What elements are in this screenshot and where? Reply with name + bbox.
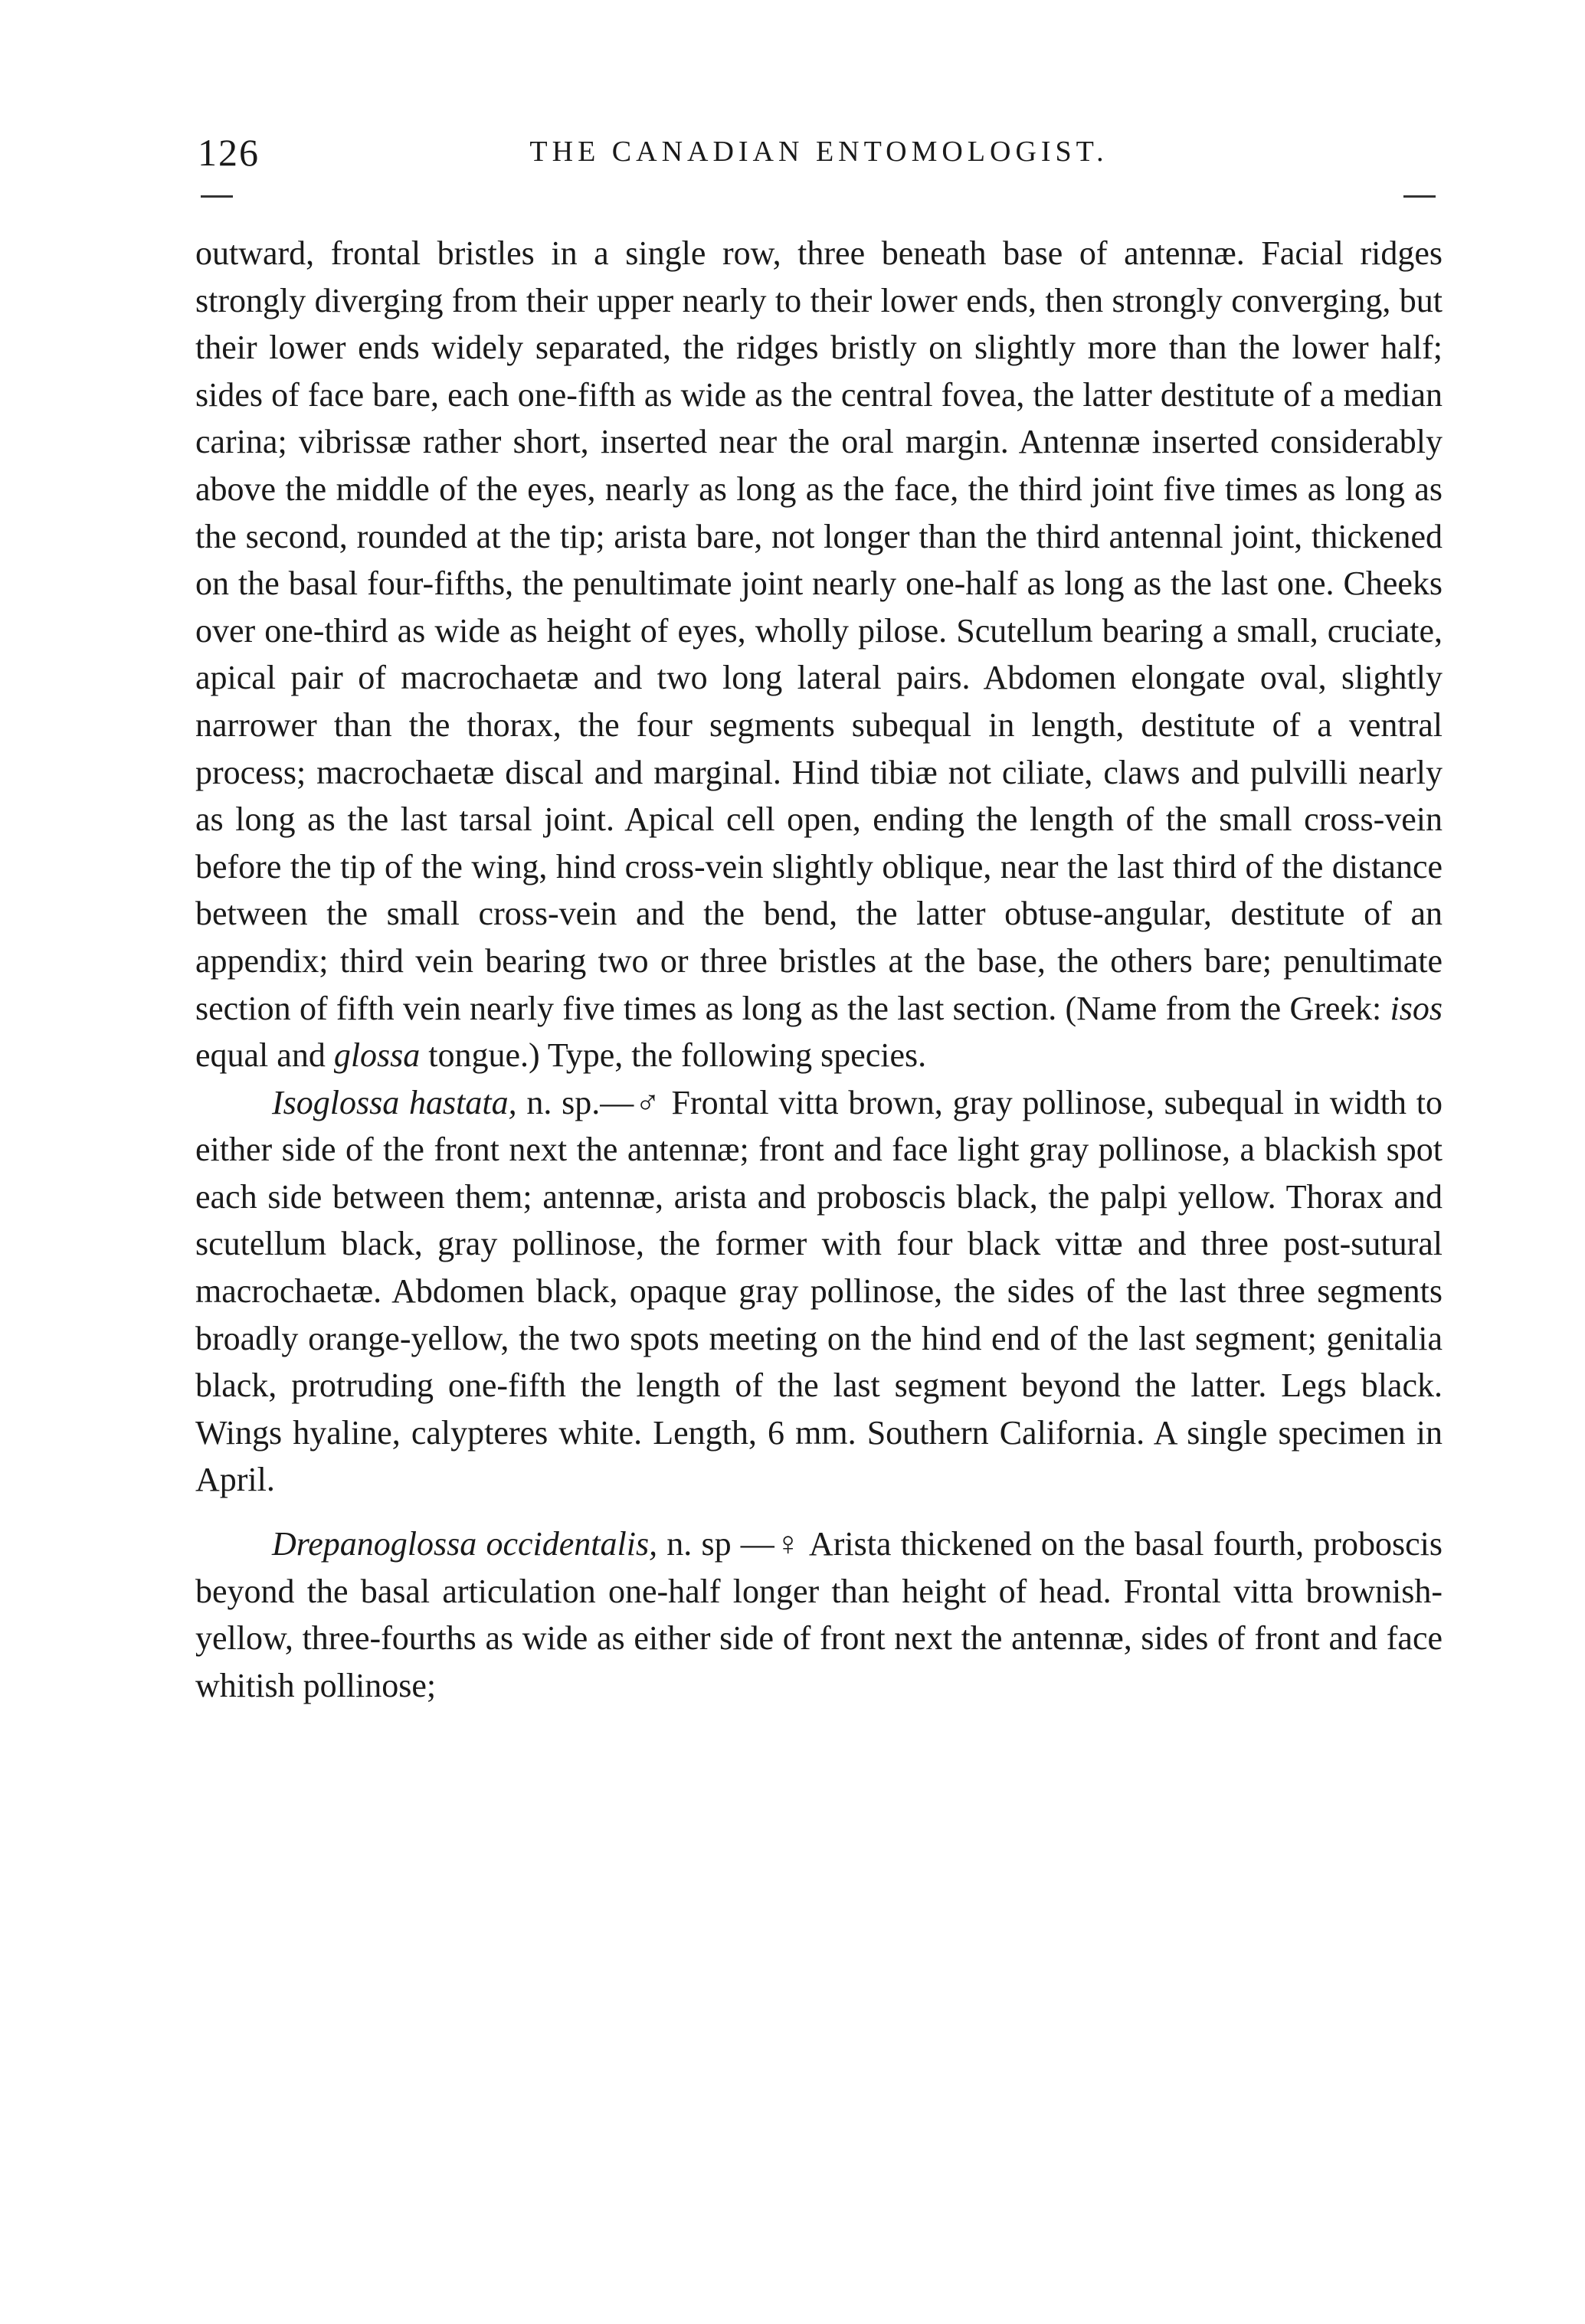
species-name-drepanoglossa: Drepanoglossa occidentalis, <box>272 1525 658 1563</box>
greek-term-isos: isos <box>1390 989 1443 1027</box>
species-text-isoglossa: n. sp.—♂ Frontal vitta brown, gray pollinose, subequal in width to either side of the front next the antennæ; front and face light gray pollinose, a blackish spot each side between them; antennæ, arista and proboscis black, the palpi yellow. Thorax and scutellum black, gray pollinose, the former with four black vittæ and three post-sutural macrochaetæ. Abdomen black, opaque gray pollinose, the sides of the last three segments broadly orange-yellow, the two spots meeting on the hind end of the last segment; genitalia black, protruding one-fifth the length of the last segment beyond the latter. Legs black. Wings hyaline, calypteres white. Length, 6 mm. Southern California. A single specimen in April. <box>195 1083 1443 1499</box>
species-name-isoglossa: Isoglossa hastata, <box>272 1083 517 1121</box>
genus-description-mid: equal and <box>195 1036 334 1075</box>
page-header <box>198 130 1440 184</box>
body-text <box>195 230 1443 1709</box>
running-title: THE CANADIAN ENTOMOLOGIST. <box>529 136 1109 168</box>
page-number: 126 <box>198 131 260 174</box>
species-text-drepanoglossa: n. sp —♀ Arista thickened on the basal fourth, proboscis beyond the basal articulation one-half longer than height of head. Frontal vitta brownish-yellow, three-fourths as wide as either side of front next the antennæ, sides of front and face whitish pollinose; <box>195 1525 1443 1704</box>
greek-term-glossa: glossa <box>333 1036 421 1075</box>
header-rule-left <box>201 195 233 198</box>
header-rule-right <box>1403 195 1436 198</box>
species-paragraph-drepanoglossa <box>195 1520 1443 1709</box>
species-paragraph-isoglossa <box>195 1079 1443 1504</box>
genus-description-text: outward, frontal bristles in a single row, three beneath base of antennæ. Facial ridges strongly diverging from their upper nearly to their lower ends, then strongly converging, but their lower ends widely separated, the ridges bristly on slightly more than the lower half; sides of face bare, each one-fifth as wide as the central fovea, the latter destitute of a median carina; vibrissæ rather short, inserted near the oral margin. Antennæ inserted considerably above the middle of the eyes, nearly as long as the face, the third joint five times as long as the second, rounded at the tip; arista bare, not longer than the third antennal joint, thickened on the basal four-fifths, the penultimate joint nearly one-half as long as the last one. Cheeks over one-third as wide as height of eyes, wholly pilose. Scutellum bearing a small, cruciate, apical pair of macrochaetæ and two long lateral pairs. Abdomen elongate oval, slightly narrower than the thorax, the four segments subequal in length, destitute of a ventral process; macrochaetæ discal and marginal. Hind tibiæ not ciliate, claws and pulvilli nearly as long as the last tarsal joint. Apical cell open, ending the length of the small cross-vein before the tip of the wing, hind cross-vein slightly oblique, near the last third of the distance between the small cross-vein and the bend, the latter obtuse-angular, destitute of an appendix; third vein bearing two or three bristles at the base, the others bare; penultimate section of fifth vein nearly five times as long as the last section. (Name from the Greek: <box>195 234 1443 1027</box>
genus-description-end: tongue.) Type, the following species. <box>420 1036 927 1075</box>
genus-description-paragraph <box>195 230 1443 1079</box>
